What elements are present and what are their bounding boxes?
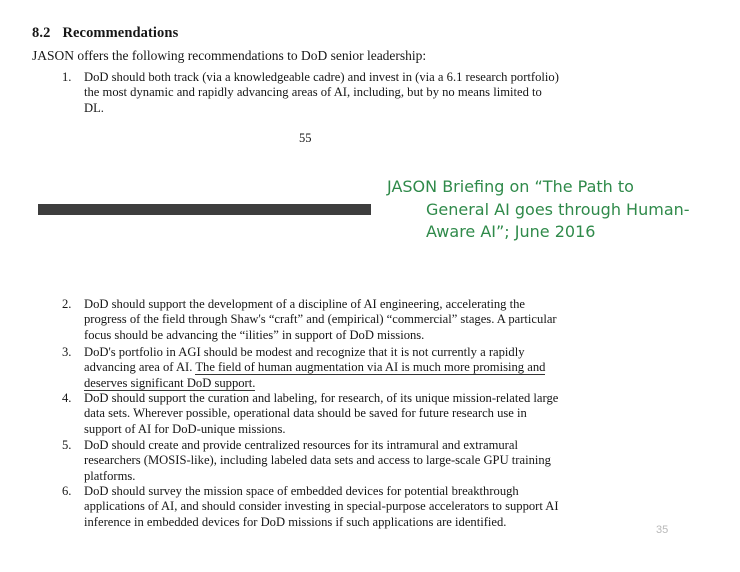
item-number: 5.	[62, 438, 72, 452]
caption-line-1: JASON Briefing on “The Path to	[387, 177, 634, 196]
recommendation-item-3	[62, 345, 562, 391]
caption-line-2: General AI goes through Human-	[426, 199, 690, 219]
recommendation-item-6	[62, 484, 562, 530]
item-text-underlined: The field of human augmentation via AI is much more promising and deserves significant DoD support.	[84, 360, 546, 390]
section-number: 8.2	[32, 25, 51, 41]
intro-text: JASON offers the following recommendations to DoD senior leadership:	[32, 48, 427, 63]
item-text: DoD should support the curation and labeling, for research, of its unique mission-related large data sets. Wherever possible, operational data should be saved for future research use in support of AI for DoD-unique missions.	[84, 391, 559, 436]
item-text: DoD should both track (via a knowledgeable cadre) and invest in (via a 6.1 research portfolio) the most dynamic and rapidly advancing areas of AI, including, but by no means limited to DL.	[84, 70, 559, 115]
recommendation-item-2	[62, 297, 562, 343]
page-number: 55	[299, 131, 312, 145]
item-text-part-a: DoD's portfolio in AGI should be modest and recognize that it is not currently a rapidly advancing area of AI.	[84, 345, 525, 375]
page-break-bar	[38, 204, 371, 215]
item-text: DoD should support the development of a discipline of AI engineering, accelerating the progress of the field through Shaw's “craft” and (empirical) “commercial” stages. A particular focus should be advancing the “ilities” in support of DoD missions.	[84, 297, 557, 342]
item-text	[84, 345, 562, 391]
recommendation-item-1	[62, 70, 562, 116]
item-number: 1.	[62, 70, 72, 84]
briefing-caption	[387, 176, 717, 244]
section-title: Recommendations	[62, 25, 179, 41]
item-number: 3.	[62, 345, 72, 359]
section-heading	[32, 25, 178, 42]
caption-line-3: Aware AI”; June 2016	[426, 222, 596, 241]
item-number: 2.	[62, 297, 72, 311]
recommendation-item-4	[62, 391, 562, 437]
item-number: 4.	[62, 391, 72, 405]
recommendation-item-5	[62, 438, 562, 484]
item-text: DoD should survey the mission space of embedded devices for potential breakthrough applications of AI, and should consider investing in special-purpose accelerators to support AI inference in embedded devices for DoD missions if such applications are identified.	[84, 484, 559, 529]
item-number: 6.	[62, 484, 72, 498]
item-text: DoD should create and provide centralized resources for its intramural and extramural researchers (MOSIS-like), including labeled data sets and access to large-scale GPU training platforms.	[84, 438, 551, 483]
slide-number: 35	[656, 524, 669, 536]
